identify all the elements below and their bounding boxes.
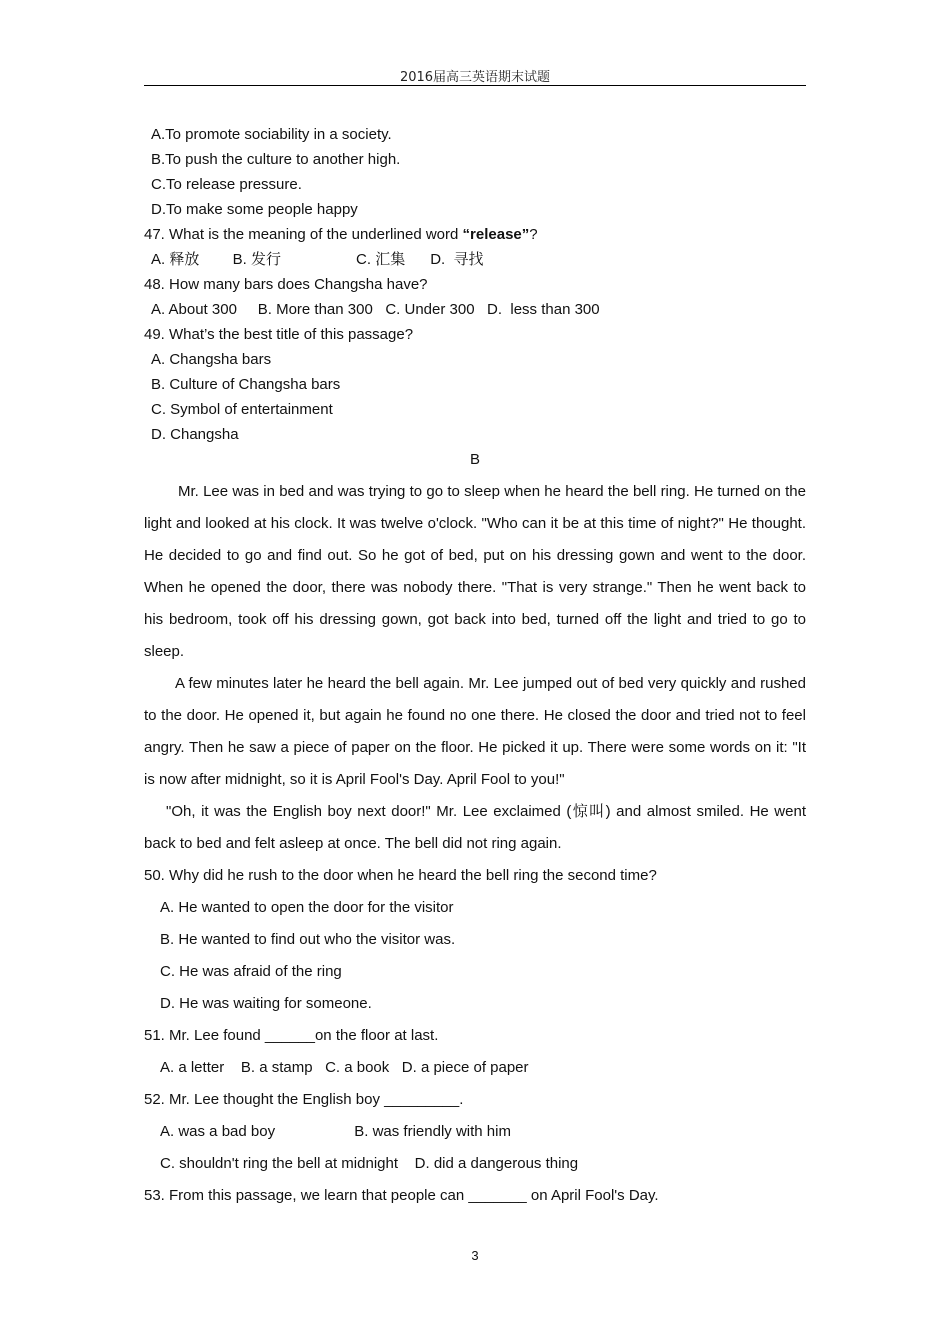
- q47-question: [144, 225, 538, 245]
- section-label: B: [469, 451, 480, 468]
- q51-options: A. a letter B. a stamp C. a book D. a piece of paper: [160, 1059, 529, 1076]
- q49-question: 49. What’s the best title of this passage?: [144, 326, 414, 343]
- q50-option-b: B. He wanted to find out who the visitor was.: [160, 931, 456, 948]
- q50-option-c: C. He was afraid of the ring: [160, 963, 342, 980]
- q47-suffix: ?: [529, 226, 538, 243]
- q47-prefix: 47. What is the meaning of the underlined word: [144, 226, 463, 243]
- header-divider: [144, 85, 806, 86]
- q46-option-c: C.To release pressure.: [151, 176, 302, 193]
- q49-option-b: B. Culture of Changsha bars: [151, 376, 341, 393]
- q50-option-a: A. He wanted to open the door for the visitor: [160, 899, 454, 916]
- passage-paragraph-1: Mr. Lee was in bed and was trying to go to sleep when he heard the bell ring. He turned on the light and looked at his clock. It was twelve o'clock. "Who can it be at this time of night?" He thought. He decided to go and find out. So he got of bed, put on his dressing gown and went to the door. When he opened the door, there was nobody there. "That is very strange." Then he went back to his bedroom, took off his dressing gown, got back into bed, turned off the light and tried to go to sleep.: [144, 483, 806, 660]
- q50-question: 50. Why did he rush to the door when he heard the bell ring the second time?: [144, 867, 657, 884]
- q47-options: A. 释放 B. 发行 C. 汇集 D. 寻找: [151, 251, 484, 268]
- q47-word: “release”: [462, 226, 530, 243]
- page-header: 2016届高三英语期末试题: [399, 70, 551, 85]
- q53-question: 53. From this passage, we learn that people can _______ on April Fool's Day.: [144, 1187, 659, 1204]
- passage-paragraph-3: "Oh, it was the English boy next door!" Mr. Lee exclaimed (惊叫) and almost smiled. He went back to bed and felt asleep at once. The bell did not ring again.: [144, 803, 806, 852]
- q46-option-a: A.To promote sociability in a society.: [151, 126, 392, 143]
- q49-option-c: C. Symbol of entertainment: [151, 401, 333, 418]
- q49-option-a: A. Changsha bars: [151, 351, 272, 368]
- q52-options-cd: C. shouldn't ring the bell at midnight D. did a dangerous thing: [160, 1155, 579, 1172]
- q52-question: 52. Mr. Lee thought the English boy _________.: [144, 1091, 464, 1108]
- q48-options: A. About 300 B. More than 300 C. Under 300 D. less than 300: [151, 301, 600, 318]
- page-number: 3: [471, 1248, 479, 1263]
- q49-option-d: D. Changsha: [151, 426, 239, 443]
- q46-option-d: D.To make some people happy: [151, 201, 358, 218]
- q46-option-b: B.To push the culture to another high.: [151, 151, 401, 168]
- passage-paragraph-2: A few minutes later he heard the bell again. Mr. Lee jumped out of bed very quickly and rushed to the door. He opened it, but again he found no one there. He closed the door and tried not to feel angry. Then he saw a piece of paper on the floor. He picked it up. There were some words on it: "It is now after midnight, so it is April Fool's Day. April Fool to you!": [144, 675, 806, 788]
- q48-question: 48. How many bars does Changsha have?: [144, 276, 428, 293]
- q50-option-d: D. He was waiting for someone.: [160, 995, 372, 1012]
- q51-question: 51. Mr. Lee found ______on the floor at last.: [144, 1027, 439, 1044]
- q52-options-ab: A. was a bad boy B. was friendly with him: [160, 1123, 511, 1140]
